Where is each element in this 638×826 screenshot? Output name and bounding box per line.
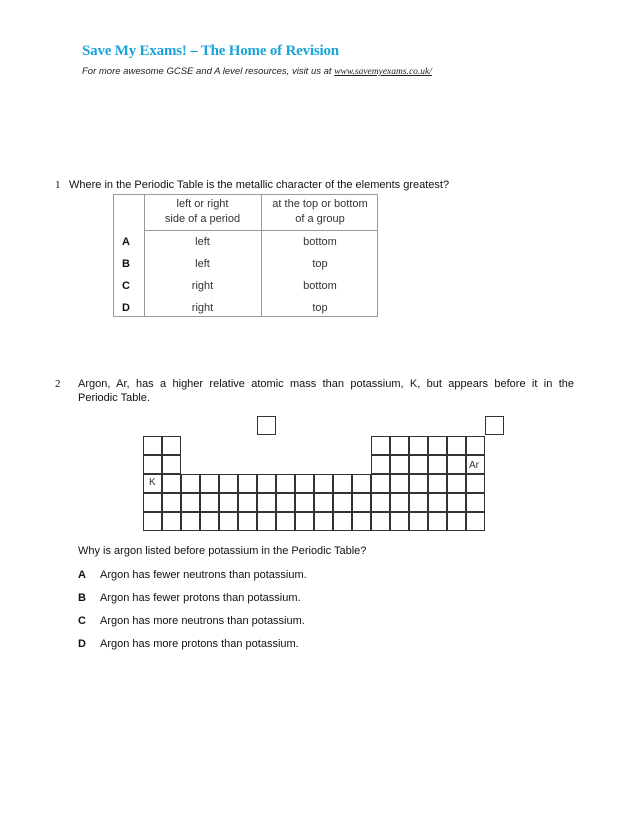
periodic-cell [276, 493, 295, 512]
header-link[interactable]: www.savemyexams.co.uk/ [334, 67, 432, 77]
periodic-cell [162, 512, 181, 531]
q2-option-text: Argon has more neutrons than potassium. [100, 615, 305, 627]
q1-row-c1: left [195, 258, 210, 270]
periodic-cell [390, 436, 409, 455]
header-subtitle-text: For more awesome GCSE and A level resources, visit us at [82, 66, 332, 77]
periodic-cell [314, 474, 333, 493]
periodic-cell [257, 512, 276, 531]
q2-option-label: A [78, 569, 86, 581]
periodic-cell [466, 512, 485, 531]
periodic-cell [466, 436, 485, 455]
periodic-cell [352, 474, 371, 493]
periodic-cell [314, 493, 333, 512]
periodic-cell [276, 512, 295, 531]
periodic-cell [143, 493, 162, 512]
header-title: Save My Exams! – The Home of Revision [82, 43, 339, 59]
periodic-cell [409, 493, 428, 512]
periodic-cell [352, 493, 371, 512]
periodic-cell [143, 512, 162, 531]
q1-col1-header [144, 197, 261, 227]
q1-text: Where in the Periodic Table is the metallic character of the elements greatest? [69, 179, 450, 191]
q2-option-label: C [78, 615, 86, 627]
periodic-cell [257, 474, 276, 493]
periodic-cell [162, 474, 181, 493]
periodic-cell [162, 493, 181, 512]
periodic-cell [295, 493, 314, 512]
periodic-cell [485, 416, 504, 435]
ar-label: Ar [469, 460, 479, 471]
q2-option-text: Argon has fewer neutrons than potassium. [100, 569, 307, 581]
periodic-cell [333, 493, 352, 512]
q1-row-c1: left [195, 236, 210, 248]
periodic-cell [200, 512, 219, 531]
q1-row-label: C [122, 280, 130, 292]
q1-col1-header-line2: side of a period [164, 213, 241, 225]
periodic-cell [466, 474, 485, 493]
periodic-cell [371, 474, 390, 493]
periodic-cell [447, 512, 466, 531]
q1-row-label: A [122, 236, 130, 248]
periodic-cell [390, 474, 409, 493]
periodic-cell [333, 512, 352, 531]
periodic-cell [466, 493, 485, 512]
periodic-cell [409, 474, 428, 493]
periodic-cell [181, 493, 200, 512]
periodic-cell [428, 493, 447, 512]
q1-row-c1: right [191, 302, 214, 314]
q2-text-line1: Argon, Ar, has a higher relative atomic mass than potassium, K, but appears before it in the [78, 378, 574, 390]
q2-text-line2: Periodic Table. [78, 392, 150, 404]
q2-option-label: B [78, 592, 86, 604]
q2-option-text: Argon has more protons than potassium. [100, 638, 299, 650]
periodic-cell [219, 474, 238, 493]
periodic-cell [428, 474, 447, 493]
periodic-cell [371, 436, 390, 455]
periodic-cell [428, 436, 447, 455]
periodic-cell [333, 474, 352, 493]
q1-row-label: B [122, 258, 130, 270]
periodic-cell [219, 512, 238, 531]
q1-row-c2: top [312, 258, 328, 270]
periodic-cell [143, 436, 162, 455]
periodic-cell [390, 455, 409, 474]
q1-table-hline [144, 230, 377, 231]
periodic-cell [428, 512, 447, 531]
periodic-cell [181, 512, 200, 531]
periodic-cell [257, 493, 276, 512]
k-label: K [149, 477, 156, 488]
q2-option-label: D [78, 638, 86, 650]
periodic-cell [447, 474, 466, 493]
q2-question: Why is argon listed before potassium in the Periodic Table? [78, 545, 367, 557]
q1-row-c2: bottom [303, 280, 337, 292]
periodic-cell [390, 493, 409, 512]
periodic-cell [200, 474, 219, 493]
periodic-cell [238, 493, 257, 512]
q1-row-c1: right [191, 280, 214, 292]
q1-row-c2: top [312, 302, 328, 314]
periodic-cell [181, 474, 200, 493]
periodic-cell [257, 416, 276, 435]
q1-col2-header-line1: at the top or bottom [272, 198, 368, 210]
q1-table [113, 194, 378, 317]
q1-row-label: D [122, 302, 130, 314]
periodic-cell [295, 474, 314, 493]
q1-number: 1 [55, 179, 61, 191]
q1-row-c2: bottom [303, 236, 337, 248]
q1-col1-header-line1: left or right [176, 198, 229, 210]
periodic-cell [371, 493, 390, 512]
q2-option-text: Argon has fewer protons than potassium. [100, 592, 301, 604]
header-subtitle [82, 66, 432, 77]
q1-col2-header [261, 197, 379, 227]
periodic-cell [162, 436, 181, 455]
periodic-cell [447, 493, 466, 512]
periodic-cell [276, 474, 295, 493]
periodic-cell [447, 436, 466, 455]
periodic-cell [428, 455, 447, 474]
periodic-cell [143, 455, 162, 474]
q2-number: 2 [55, 378, 61, 390]
periodic-cell [447, 455, 466, 474]
periodic-cell [371, 455, 390, 474]
periodic-cell [409, 436, 428, 455]
periodic-cell [352, 512, 371, 531]
q1-col2-header-line2: of a group [295, 213, 345, 225]
periodic-cell [162, 455, 181, 474]
periodic-cell [371, 512, 390, 531]
periodic-cell [314, 512, 333, 531]
periodic-cell [390, 512, 409, 531]
periodic-cell [219, 493, 238, 512]
periodic-cell [238, 474, 257, 493]
periodic-cell [295, 512, 314, 531]
periodic-cell [409, 512, 428, 531]
periodic-cell [238, 512, 257, 531]
periodic-cell [409, 455, 428, 474]
periodic-cell [200, 493, 219, 512]
